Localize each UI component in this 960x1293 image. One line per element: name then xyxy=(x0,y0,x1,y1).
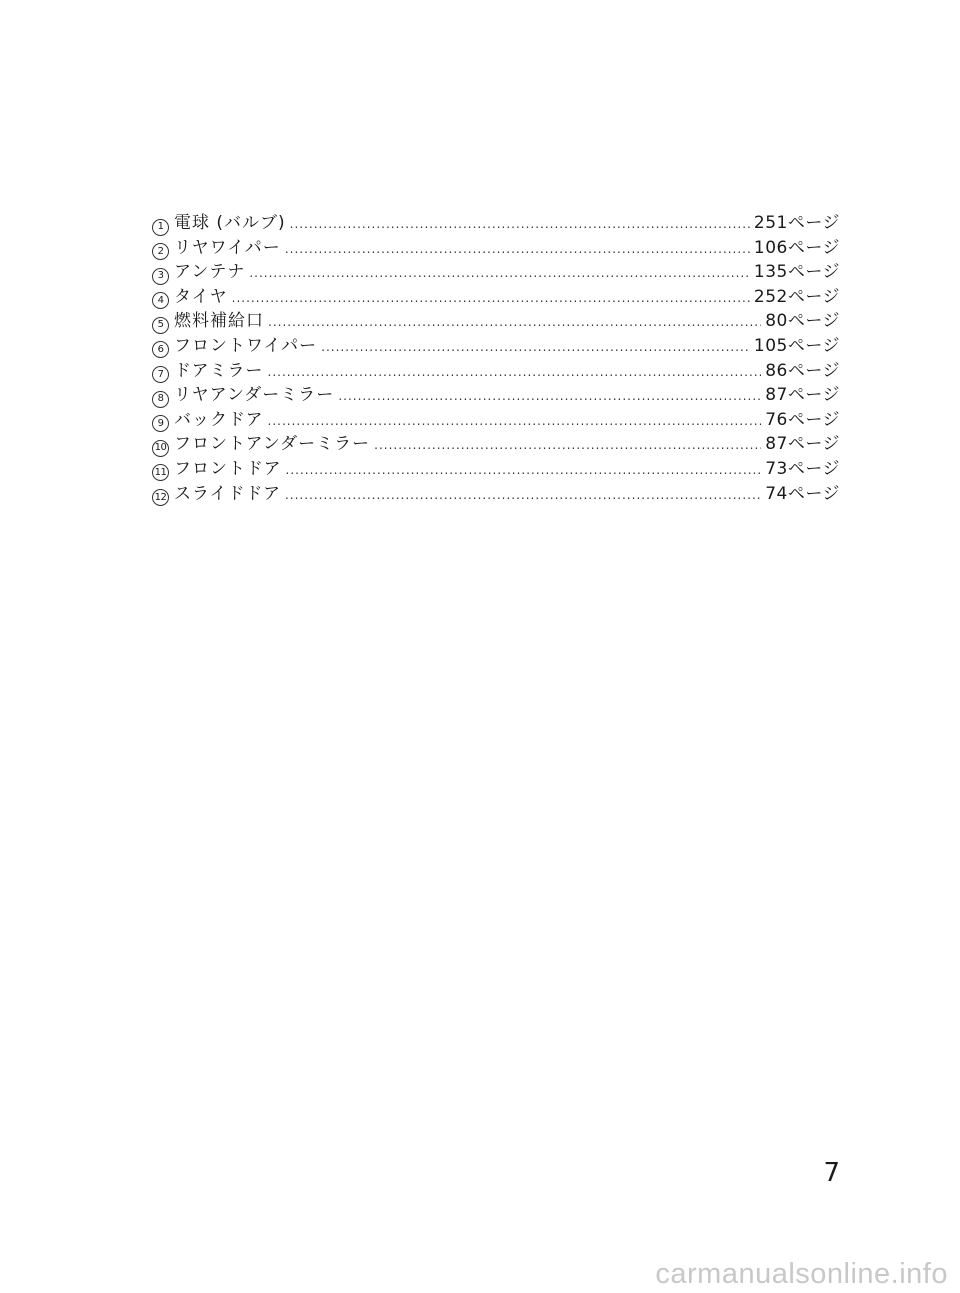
item-page: 73ページ xyxy=(765,458,840,479)
dot-leader xyxy=(285,237,750,262)
toc-item[interactable] xyxy=(152,309,840,334)
dot-leader xyxy=(286,458,762,483)
item-page: 74ページ xyxy=(765,483,840,504)
dot-leader xyxy=(249,261,750,286)
item-page: 251ページ xyxy=(753,213,840,233)
dot-leader xyxy=(290,212,750,237)
item-page: 135ページ xyxy=(753,262,840,283)
item-label: フロントアンダーミラー xyxy=(174,434,371,455)
toc-item[interactable] xyxy=(152,482,840,507)
toc-item[interactable] xyxy=(152,359,840,384)
watermark: carmanualsonline.info xyxy=(655,1258,948,1290)
item-number: 7 xyxy=(152,366,169,383)
item-label: バックドア xyxy=(174,409,264,430)
toc-item[interactable] xyxy=(152,211,840,236)
item-number: 6 xyxy=(152,341,169,358)
toc-item[interactable] xyxy=(152,236,840,261)
item-page: 105ページ xyxy=(753,335,840,356)
item-page: 87ページ xyxy=(765,434,840,455)
toc-item[interactable] xyxy=(152,432,840,457)
item-page: 76ページ xyxy=(765,409,840,430)
item-number: 12 xyxy=(152,489,169,506)
item-number: 8 xyxy=(152,391,169,408)
dot-leader xyxy=(268,310,761,335)
dot-leader xyxy=(232,286,750,311)
toc-item[interactable] xyxy=(152,285,840,310)
toc-list xyxy=(152,211,840,506)
item-page: 252ページ xyxy=(753,286,840,307)
dot-leader xyxy=(374,433,761,458)
item-number: 3 xyxy=(152,268,169,285)
item-label: リヤワイパー xyxy=(174,237,281,258)
item-page: 86ページ xyxy=(765,360,840,381)
toc-item[interactable] xyxy=(152,408,840,433)
dot-leader xyxy=(268,360,762,385)
item-label: スライドドア xyxy=(174,483,281,504)
item-page: 106ページ xyxy=(753,237,840,258)
toc-item[interactable] xyxy=(152,334,840,359)
toc-item[interactable] xyxy=(152,260,840,285)
dot-leader xyxy=(338,384,761,409)
item-number: 9 xyxy=(152,415,169,432)
item-label: 燃料補給口 xyxy=(174,311,264,332)
item-label: リヤアンダーミラー xyxy=(174,385,335,406)
dot-leader xyxy=(321,335,750,360)
dot-leader xyxy=(285,483,761,508)
dot-leader xyxy=(268,409,762,434)
item-label: フロントワイパー xyxy=(174,335,318,356)
item-label: フロントドア xyxy=(174,458,282,479)
item-label: アンテナ xyxy=(174,262,246,283)
item-number: 11 xyxy=(152,464,169,481)
toc-item[interactable] xyxy=(152,457,840,482)
item-number: 2 xyxy=(152,243,169,260)
item-label: ドアミラー xyxy=(174,360,264,381)
page-number: 7 xyxy=(823,1158,840,1188)
item-number: 10 xyxy=(152,440,169,457)
item-number: 1 xyxy=(152,219,169,236)
item-page: 80ページ xyxy=(765,311,840,332)
item-label: タイヤ xyxy=(174,286,228,307)
toc-item[interactable] xyxy=(152,383,840,408)
item-page: 87ページ xyxy=(765,385,840,406)
item-number: 5 xyxy=(152,317,169,334)
item-label: 電球 (バルブ) xyxy=(174,213,286,233)
item-number: 4 xyxy=(152,292,169,309)
